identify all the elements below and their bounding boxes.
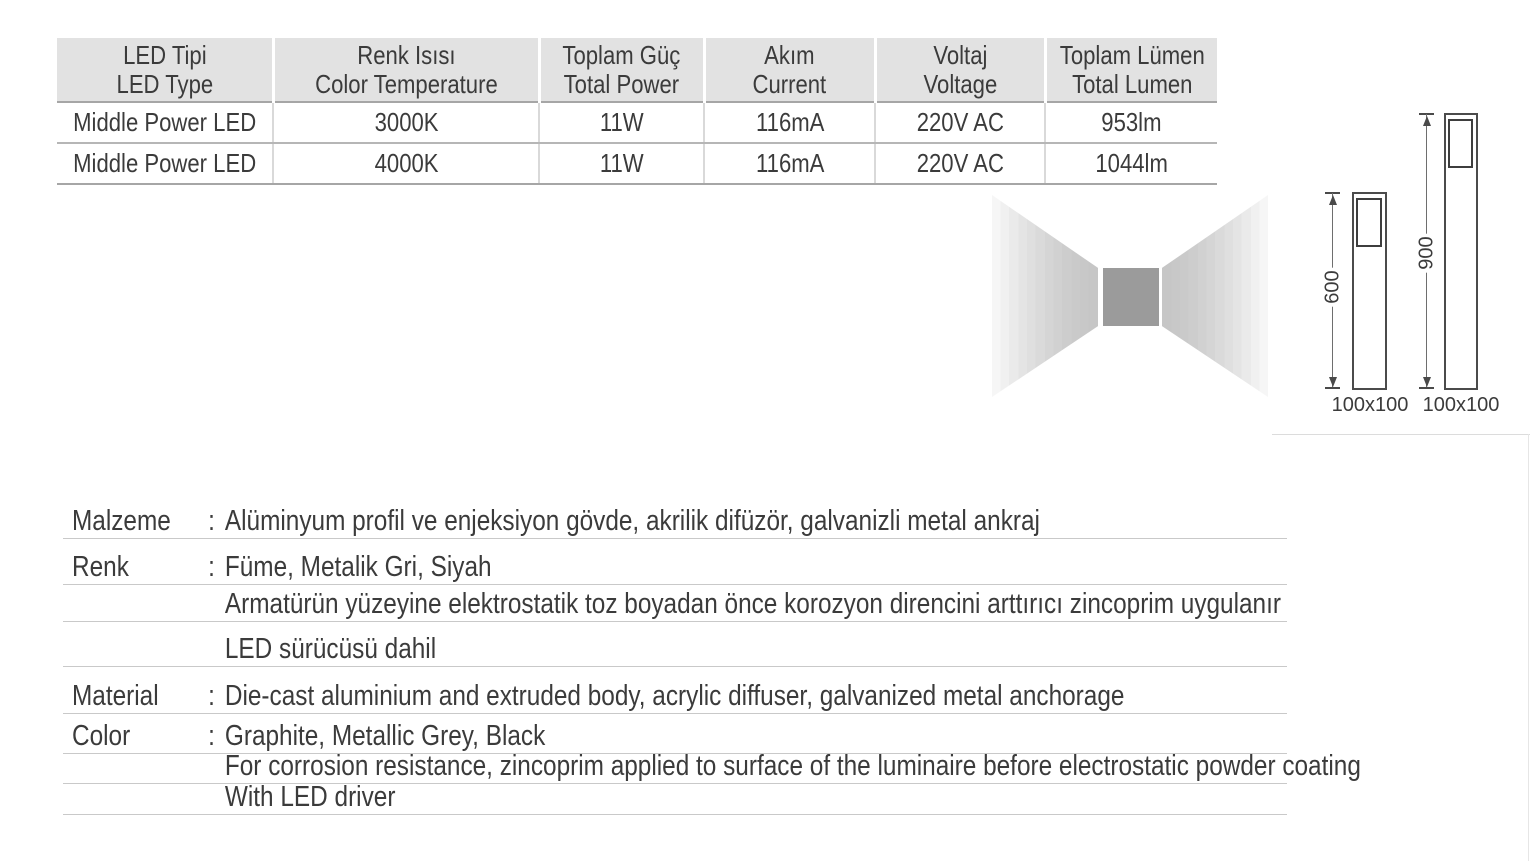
- cell-total-lumen: [1045, 143, 1217, 184]
- header-current-tr: Akım: [764, 39, 815, 70]
- cell-total-power: [539, 143, 704, 184]
- spec-label: Renk: [72, 551, 129, 583]
- header-led-type: [57, 38, 273, 102]
- spec-label: Color: [72, 720, 131, 752]
- dim-900-arrow-up: [1423, 116, 1431, 126]
- led-spec-table: [57, 38, 1217, 185]
- dim-900-bottom-tick: [1419, 387, 1434, 389]
- header-total-lumen: [1045, 38, 1217, 102]
- right-edge-divider: [1528, 434, 1529, 861]
- spec-colon: :: [208, 720, 215, 752]
- table-row: [57, 143, 1217, 184]
- header-color-temperature: [273, 38, 539, 102]
- bollard-900-window: [1448, 119, 1473, 168]
- spec-value: With LED driver: [224, 781, 396, 813]
- header-total-power: [539, 38, 704, 102]
- cell-value: 4000K: [374, 148, 439, 178]
- spec-row-text: [72, 634, 436, 665]
- cell-value: 11W: [599, 107, 644, 137]
- spec-row-color: [63, 714, 1287, 754]
- cell-value: 116mA: [755, 148, 824, 178]
- cell-value: 11W: [599, 148, 644, 178]
- cell-value: Middle Power LED: [73, 148, 257, 178]
- spec-row-text: [72, 552, 492, 583]
- bollard-900-outline: [1444, 113, 1478, 390]
- spec-row-text: [72, 721, 545, 752]
- cell-color-temperature: [273, 102, 539, 143]
- table-header-row: [57, 38, 1217, 102]
- fixture-square: [1103, 268, 1159, 326]
- cell-value: 1044lm: [1095, 148, 1169, 178]
- spec-value: Graphite, Metallic Grey, Black: [224, 720, 546, 752]
- header-color-temperature-tr: Renk Isısı: [357, 39, 456, 70]
- dim-900-label: 900: [1416, 233, 1439, 272]
- horizontal-divider: [1272, 434, 1530, 435]
- header-led-type-tr: LED Tipi: [122, 39, 207, 70]
- spec-value: For corrosion resistance, zincoprim applied to surface of the luminaire before electrostatic powder coating: [224, 750, 1361, 782]
- dim-600-arrow-down: [1329, 377, 1337, 387]
- header-total-lumen-en: Total Lumen: [1071, 68, 1193, 99]
- spec-row-text: [72, 782, 395, 813]
- cell-value: 3000K: [374, 107, 439, 137]
- header-voltage-en: Voltage: [923, 68, 998, 99]
- bollard-600-window: [1356, 198, 1382, 247]
- header-total-power-tr: Toplam Güç: [562, 39, 681, 70]
- specs-turkish: [63, 503, 1287, 667]
- spec-label: Malzeme: [72, 505, 171, 537]
- cell-value: Middle Power LED: [73, 107, 257, 137]
- cell-value: 220V AC: [916, 148, 1004, 178]
- header-voltage: [875, 38, 1045, 102]
- cell-current: [704, 143, 875, 184]
- cell-current: [704, 102, 875, 143]
- header-current: [704, 38, 875, 102]
- cell-led-type: [57, 102, 273, 143]
- spec-row-text: [72, 681, 1124, 712]
- cell-voltage: [875, 143, 1045, 184]
- bollard-600-base-label: 100x100: [1331, 394, 1409, 416]
- spec-row-text: [72, 589, 1281, 620]
- light-beam-left: [992, 195, 1098, 397]
- dim-600-label: 600: [1322, 267, 1345, 306]
- spec-value: Die-cast aluminium and extruded body, acrylic diffuser, galvanized metal anchorage: [224, 680, 1125, 712]
- header-total-lumen-tr: Toplam Lümen: [1059, 39, 1205, 70]
- cell-led-type: [57, 143, 273, 184]
- spec-row-zincoprim-en: [63, 750, 1361, 784]
- spec-row-renk: [63, 539, 1287, 585]
- specs-english: [63, 673, 1361, 815]
- spec-row-text: [72, 751, 1361, 782]
- spec-row-text: [72, 506, 1040, 537]
- header-color-temperature-en: Color Temperature: [315, 68, 498, 99]
- light-beam-right: [1162, 195, 1268, 397]
- bollard-600-outline: [1352, 192, 1387, 390]
- spec-value: Armatürün yüzeyine elektrostatik toz boyadan önce korozyon direncini arttırıcı zincoprim uygulanır: [224, 588, 1281, 620]
- cell-value: 953lm: [1101, 107, 1162, 137]
- dim-600-arrow-up: [1329, 195, 1337, 205]
- cell-value: 220V AC: [916, 107, 1004, 137]
- spec-value: Füme, Metalik Gri, Siyah: [224, 551, 492, 583]
- cell-total-lumen: [1045, 102, 1217, 143]
- cell-voltage: [875, 102, 1045, 143]
- header-current-en: Current: [752, 68, 827, 99]
- spec-value: LED sürücüsü dahil: [224, 633, 437, 665]
- cell-total-power: [539, 102, 704, 143]
- dim-900-arrow-down: [1423, 377, 1431, 387]
- spec-value: Alüminyum profil ve enjeksiyon gövde, akrilik difüzör, galvanizli metal ankraj: [224, 505, 1040, 537]
- header-voltage-tr: Voltaj: [933, 39, 988, 70]
- spec-row-led-driver-tr: [63, 622, 1287, 667]
- dim-600-bottom-tick: [1325, 387, 1340, 389]
- cell-value: 116mA: [755, 107, 824, 137]
- spec-colon: :: [208, 505, 215, 537]
- spec-row-malzeme: [63, 503, 1287, 539]
- spec-colon: :: [208, 680, 215, 712]
- spec-row-zincoprim-tr: [63, 585, 1287, 622]
- spec-row-led-driver-en: [63, 781, 1287, 815]
- cell-color-temperature: [273, 143, 539, 184]
- spec-colon: :: [208, 551, 215, 583]
- bollard-900-base-label: 100x100: [1422, 394, 1500, 416]
- table-row: [57, 102, 1217, 143]
- spec-label: Material: [72, 680, 159, 712]
- header-total-power-en: Total Power: [564, 68, 680, 99]
- header-led-type-en: LED Type: [116, 68, 213, 99]
- spec-row-material: [63, 673, 1287, 714]
